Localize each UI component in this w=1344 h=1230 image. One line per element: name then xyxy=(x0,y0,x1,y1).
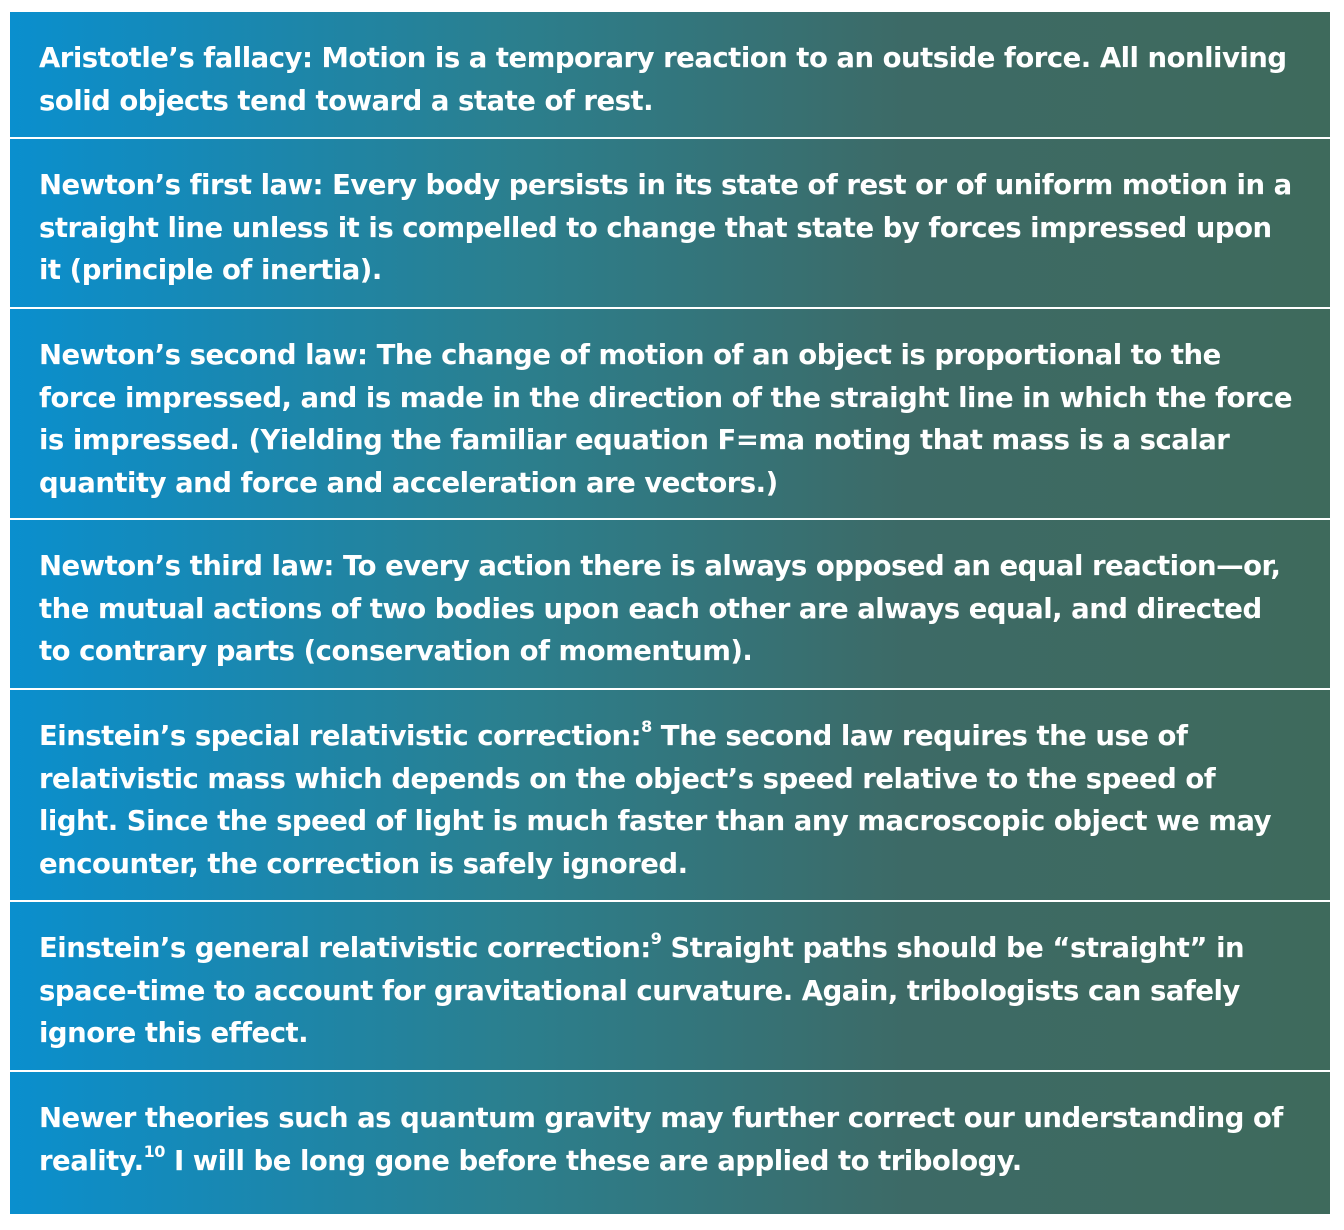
entry-einstein-general-relativity xyxy=(10,902,1330,1072)
entry-aristotle-fallacy xyxy=(10,12,1330,139)
footnote-reference: 9 xyxy=(650,929,662,948)
entry-text-after: The second law requires the use of relativistic mass which depends on the object’s speed relative to the speed of light. Since the speed of light is much faster than any macroscopic object we may encounter, the correction is safely ignored. xyxy=(39,720,1272,880)
entry-newton-third-law xyxy=(10,520,1330,690)
entry-text-after: Straight paths should be “straight” in space-time to account for gravitational curvature. Again, tribologists can safely ignore this effect. xyxy=(39,932,1245,1049)
laws-of-motion-panel xyxy=(10,12,1330,1214)
entry-text: Newton’s third law: To every action there is always opposed an equal reaction—or, the mutual actions of two bodies upon each other are always equal, and directed to contrary parts (conservation of momentum). xyxy=(39,550,1281,667)
entry-text: Newton’s second law: The change of motion of an object is proportional to the force impressed, and is made in the direction of the straight line in which the force is impressed. (Yielding the familiar equation F=ma noting that mass is a scalar quantity and force and acceleration are vectors.) xyxy=(39,339,1293,499)
entry-newer-theories xyxy=(10,1072,1330,1214)
entry-text: Aristotle’s fallacy: Motion is a temporary reaction to an outside force. All nonliving solid objects tend toward a state of rest. xyxy=(39,42,1287,117)
entry-newton-second-law xyxy=(10,309,1330,520)
entry-text-after: I will be long gone before these are applied to tribology. xyxy=(164,1144,1022,1177)
entry-einstein-special-relativity xyxy=(10,690,1330,902)
entry-text-before: Einstein’s special relativistic correction: xyxy=(39,720,642,752)
entry-text-before: Einstein’s general relativistic correction: xyxy=(39,932,651,964)
entry-text: Newton’s first law: Every body persists in its state of rest or of uniform motion in a straight line unless it is compelled to change that state by forces impressed upon it (principle of inertia). xyxy=(39,169,1292,286)
footnote-reference: 8 xyxy=(641,717,652,736)
entry-text-before: Newer theories such as quantum gravity may further correct our understanding of reality. xyxy=(39,1102,1283,1177)
footnote-reference: 10 xyxy=(143,1141,165,1161)
entry-newton-first-law xyxy=(10,139,1330,309)
